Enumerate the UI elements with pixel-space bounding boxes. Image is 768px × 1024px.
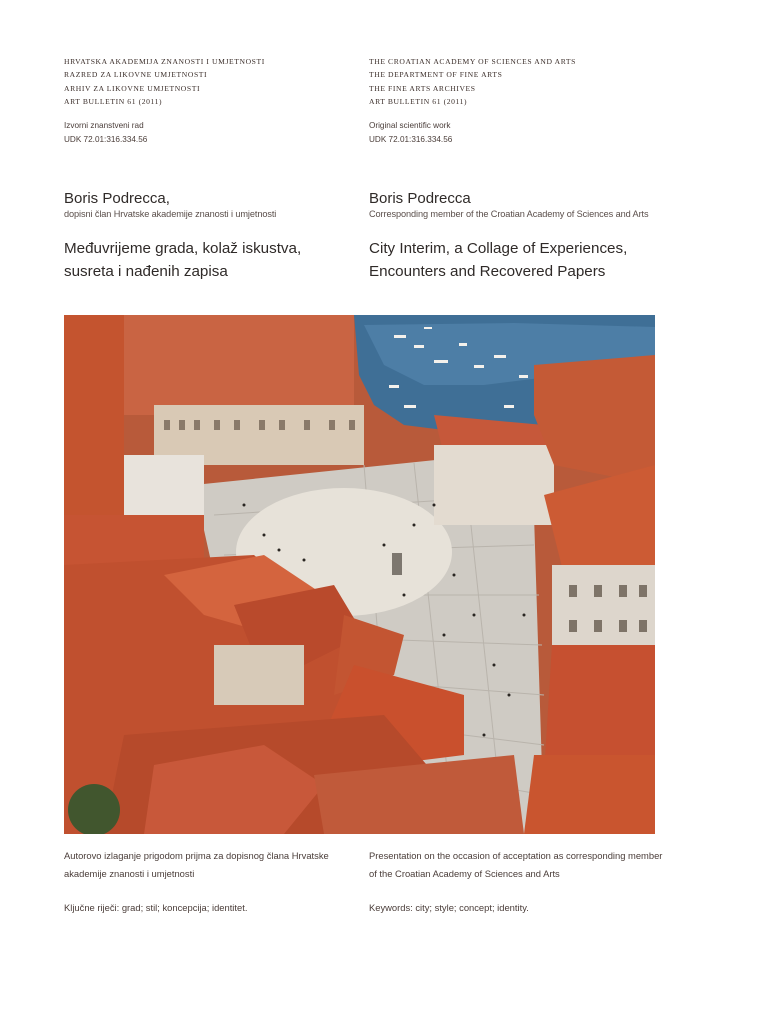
caption-line: of the Croatian Academy of Sciences and Arts bbox=[369, 868, 560, 879]
institution-line: THE CROATIAN ACADEMY OF SCIENCES AND ARTS bbox=[369, 57, 576, 66]
article-title-hr bbox=[64, 237, 354, 283]
author-name: Boris Podrecca bbox=[369, 190, 471, 207]
institution-block-hr bbox=[64, 55, 354, 109]
institution-line: THE FINE ARTS ARCHIVES bbox=[369, 83, 476, 93]
author-role: Corresponding member of the Croatian Academy of Sciences and Arts bbox=[369, 209, 649, 219]
institution-line: THE DEPARTMENT OF FINE ARTS bbox=[369, 70, 503, 80]
title-line: Encounters and Recovered Papers bbox=[369, 263, 606, 280]
institution-line: RAZRED ZA LIKOVNE UMJETNOSTI bbox=[64, 70, 208, 80]
article-type: Original scientific work bbox=[369, 121, 451, 130]
author-name: Boris Podrecca, bbox=[64, 190, 170, 207]
caption-line: Presentation on the occasion of acceptation as corresponding member bbox=[369, 850, 663, 861]
institution-line: ART BULLETIN 61 (2011) bbox=[64, 97, 163, 107]
udk-code: UDK 72.01:316.334.56 bbox=[369, 135, 453, 144]
author-block-hr bbox=[64, 189, 354, 220]
photo-caption-hr bbox=[64, 847, 354, 883]
institution-line: ART BULLETIN 61 (2011) bbox=[369, 97, 468, 107]
institution-block-en bbox=[369, 55, 669, 109]
keywords-en: Keywords: city; style; concept; identity. bbox=[369, 902, 529, 913]
keywords-hr: Ključne riječi: grad; stil; koncepcija; identitet. bbox=[64, 902, 248, 913]
author-role: dopisni član Hrvatske akademije znanosti i umjetnosti bbox=[64, 209, 277, 219]
photo-caption-en bbox=[369, 847, 669, 883]
title-line: City Interim, a Collage of Experiences, bbox=[369, 240, 628, 257]
classification-block-hr bbox=[64, 119, 354, 147]
title-line: susreta i nađenih zapisa bbox=[64, 263, 228, 280]
author-block-en bbox=[369, 189, 669, 220]
title-line: Međuvrijeme grada, kolaž iskustva, bbox=[64, 240, 302, 257]
classification-block-en bbox=[369, 119, 669, 147]
article-type: Izvorni znanstveni rad bbox=[64, 121, 144, 130]
caption-line: Autorovo izlaganje prigodom prijma za dopisnog člana Hrvatske bbox=[64, 850, 329, 861]
institution-line: ARHIV ZA LIKOVNE UMJETNOSTI bbox=[64, 83, 201, 93]
institution-line: HRVATSKA AKADEMIJA ZNANOSTI I UMJETNOSTI bbox=[64, 57, 265, 66]
article-title-en bbox=[369, 237, 669, 283]
udk-code: UDK 72.01:316.334.56 bbox=[64, 135, 148, 144]
caption-line: akademije znanosti i umjetnosti bbox=[64, 868, 195, 879]
aerial-town-square-photo bbox=[64, 315, 655, 834]
